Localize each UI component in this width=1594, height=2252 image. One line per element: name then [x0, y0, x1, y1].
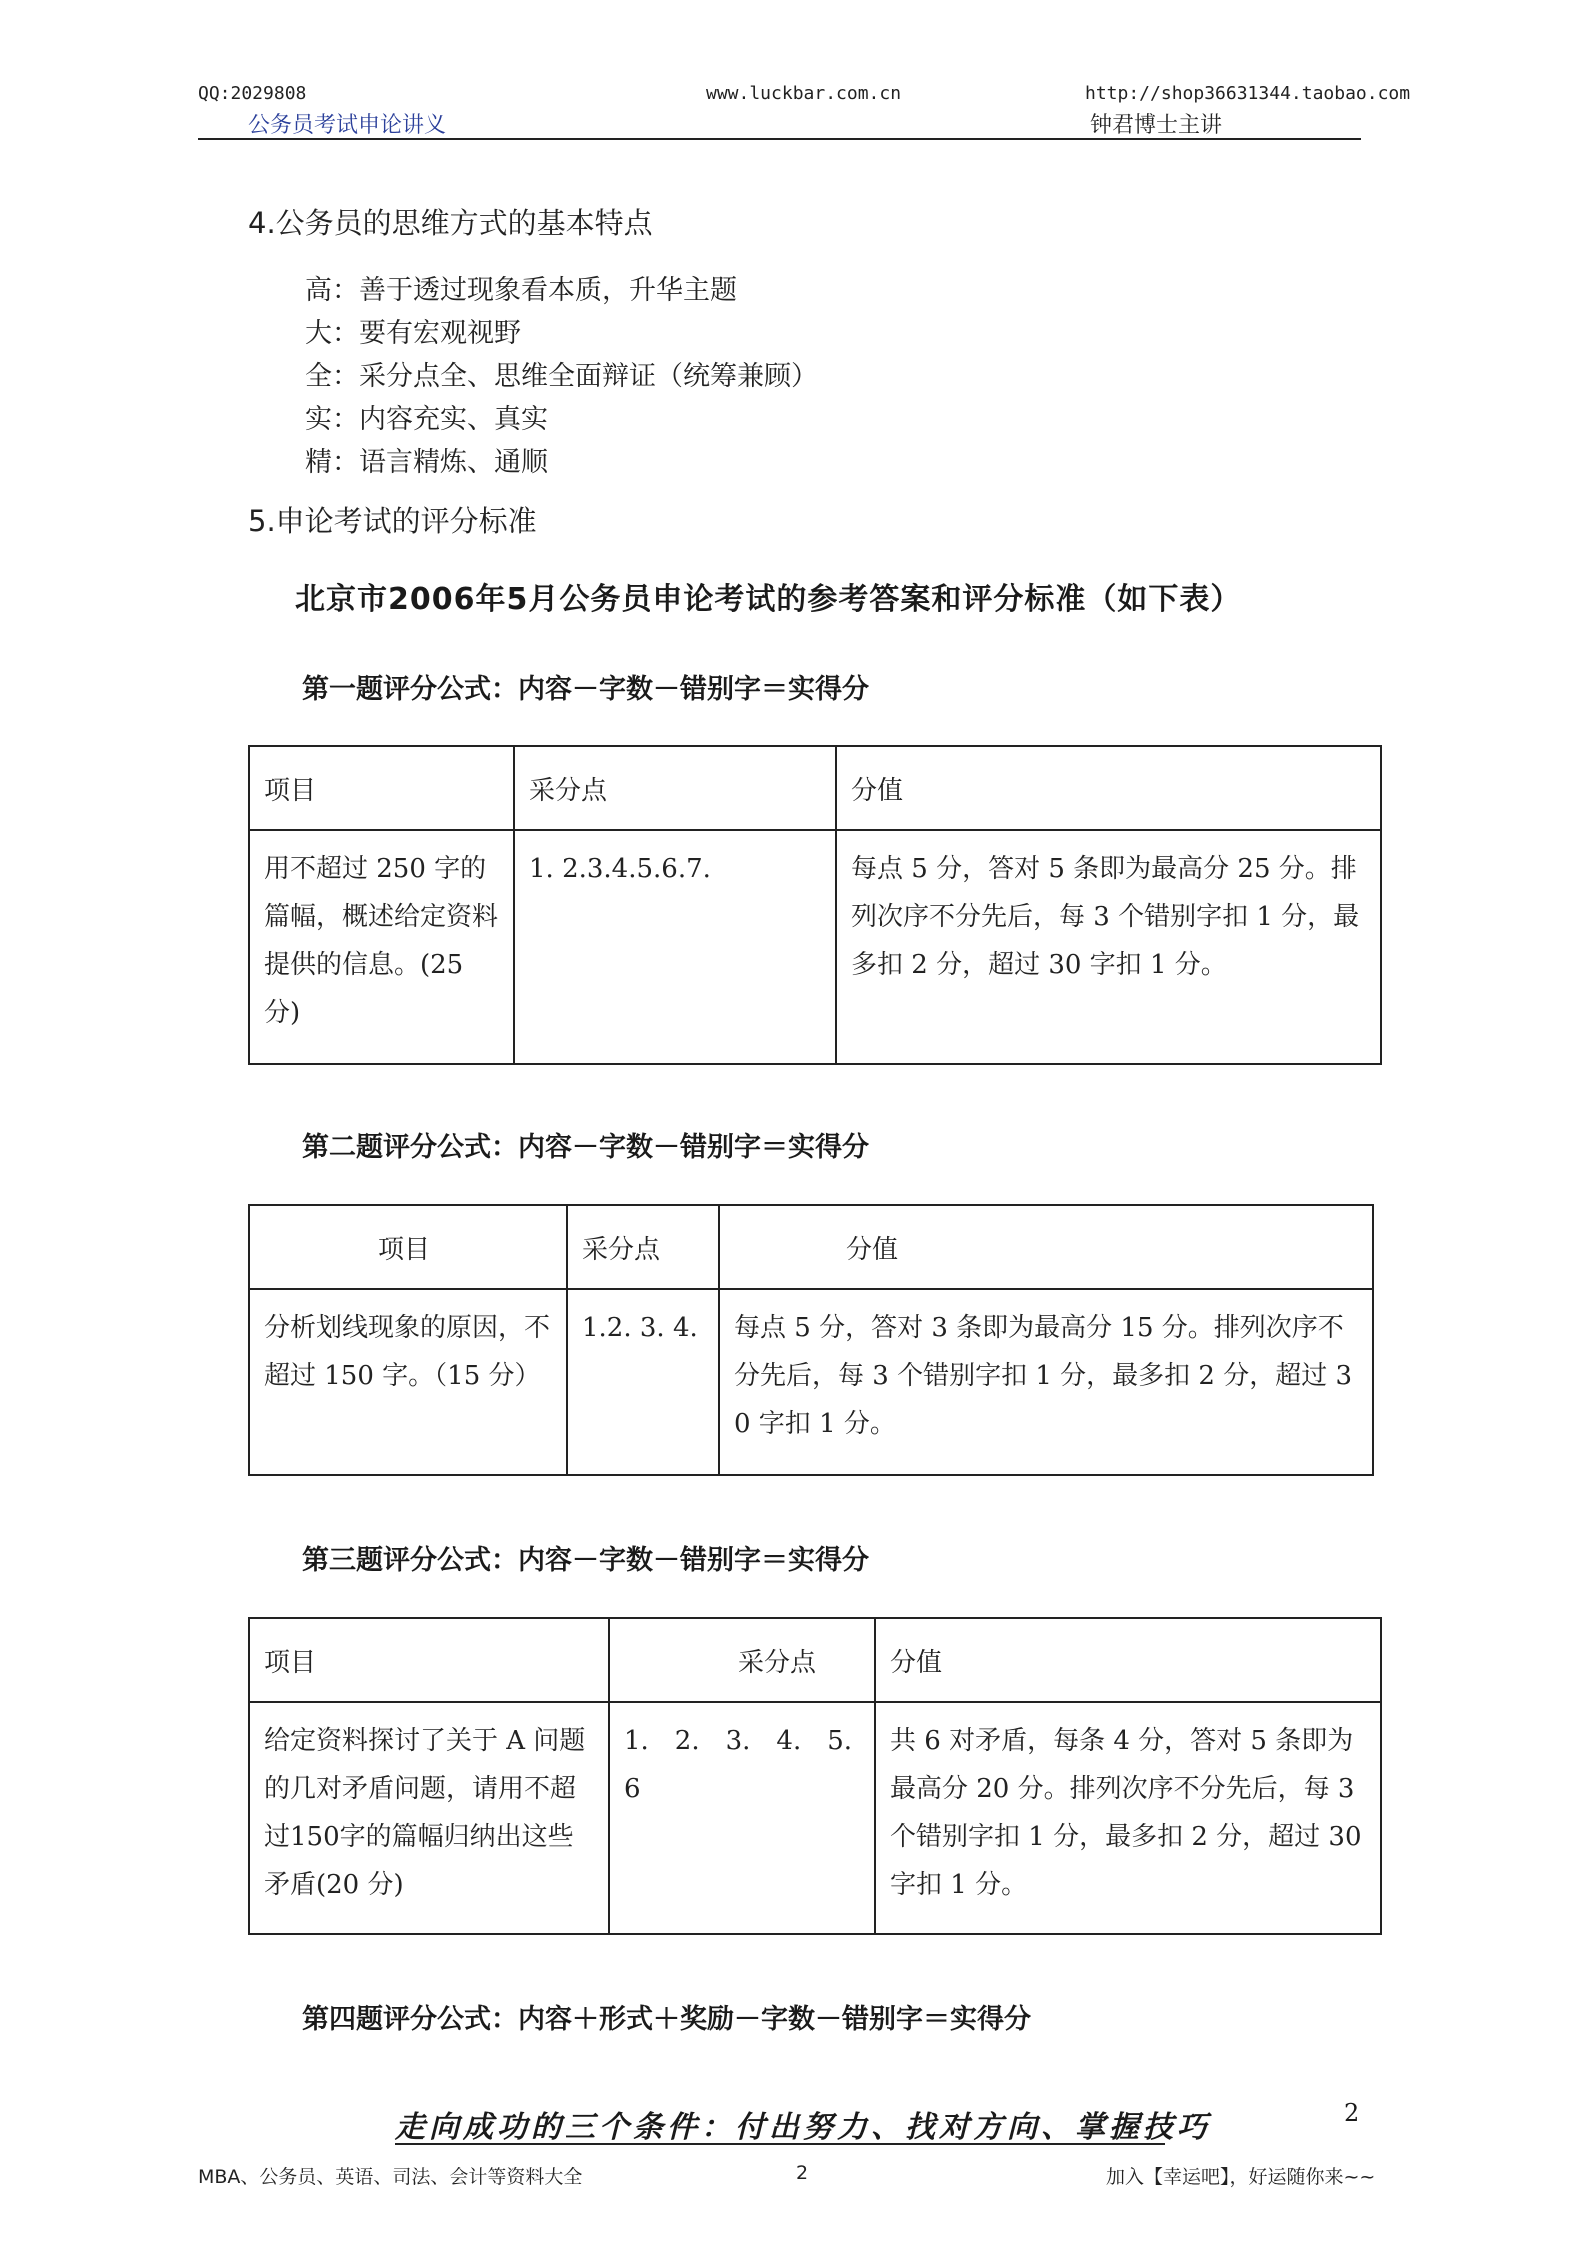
col-header-points: 采分点 [567, 1205, 719, 1289]
page-number: 2 [1344, 2099, 1360, 2127]
col-header-item: 项目 [249, 746, 514, 830]
col-header-item: 项目 [249, 1205, 567, 1289]
cell-score: 每点 5 分，答对 3 条即为最高分 15 分。排列次序不分先后，每 3 个错别字扣 1 分，最多扣 2 分，超过 30 字扣 1 分。 [719, 1289, 1373, 1475]
cell-score: 每点 5 分，答对 5 条即为最高分 25 分。排列次序不分先后，每 3 个错别字扣 1 分，最多扣 2 分，超过 30 字扣 1 分。 [836, 830, 1381, 1064]
header-shop[interactable]: http://shop36631344.taobao.com [1085, 83, 1411, 104]
q3-score-table [248, 1617, 1382, 1935]
motto-underline [395, 2143, 1165, 2145]
col-header-score: 分值 [875, 1618, 1381, 1702]
section4-item: 全：采分点全、思维全面辩证（统筹兼顾） [305, 361, 818, 392]
cell-item: 分析划线现象的原因，不超过 150 字。（15 分） [249, 1289, 567, 1475]
section5-title: 5.申论考试的评分标准 [248, 504, 537, 538]
header-site[interactable]: www.luckbar.com.cn [706, 83, 902, 104]
document-title: 北京市2006年5月公务员申论考试的参考答案和评分标准（如下表） [295, 582, 1242, 617]
cell-points: 1.2. 3. 4. [567, 1289, 719, 1475]
q1-formula: 第一题评分公式：内容－字数－错别字＝实得分 [302, 674, 869, 705]
header-qq: QQ:2029808 [198, 83, 307, 104]
q1-score-table [248, 745, 1382, 1065]
header-title: 公务员考试申论讲义 [248, 113, 447, 138]
q2-formula: 第二题评分公式：内容－字数－错别字＝实得分 [302, 1132, 869, 1163]
q3-formula: 第三题评分公式：内容－字数－错别字＝实得分 [302, 1545, 869, 1576]
footer-motto: 走向成功的三个条件：付出努力、找对方向、掌握技巧 [395, 2110, 1211, 2145]
cell-points: 1. 2. 3. 4. 5. 6 [609, 1702, 875, 1934]
footer-left: MBA、公务员、英语、司法、会计等资料大全 [198, 2166, 583, 2188]
header-rule [198, 138, 1361, 140]
q4-formula: 第四题评分公式：内容＋形式＋奖励－字数－错别字＝实得分 [302, 2004, 1031, 2035]
col-header-points: 采分点 [514, 746, 836, 830]
footer-center: 2 [796, 2162, 809, 2184]
cell-score: 共 6 对矛盾，每条 4 分，答对 5 条即为最高分 20 分。排列次序不分先后，每 3 个错别字扣 1 分，最多扣 2 分，超过 30 字扣 1 分。 [875, 1702, 1381, 1934]
col-header-score: 分值 [836, 746, 1381, 830]
footer-right: 加入【幸运吧】，好运随你来~~ [1106, 2166, 1376, 2188]
cell-item: 用不超过 250 字的篇幅，概述给定资料提供的信息。(25 分) [249, 830, 514, 1064]
section4-item: 实：内容充实、真实 [305, 404, 548, 435]
q2-score-table [248, 1204, 1374, 1476]
section4-item: 大：要有宏观视野 [305, 318, 521, 349]
cell-points: 1. 2.3.4.5.6.7. [514, 830, 836, 1064]
col-header-item: 项目 [249, 1618, 609, 1702]
section4-item: 高：善于透过现象看本质，升华主题 [305, 275, 737, 306]
header-lecturer: 钟君博士主讲 [1090, 113, 1223, 138]
col-header-score: 分值 [719, 1205, 1373, 1289]
col-header-points: 采分点 [609, 1618, 875, 1702]
cell-item: 给定资料探讨了关于 A 问题的几对矛盾问题，请用不超过150字的篇幅归纳出这些矛盾(20 分) [249, 1702, 609, 1934]
section4-item: 精：语言精炼、通顺 [305, 447, 548, 478]
section4-title: 4.公务员的思维方式的基本特点 [248, 206, 653, 240]
